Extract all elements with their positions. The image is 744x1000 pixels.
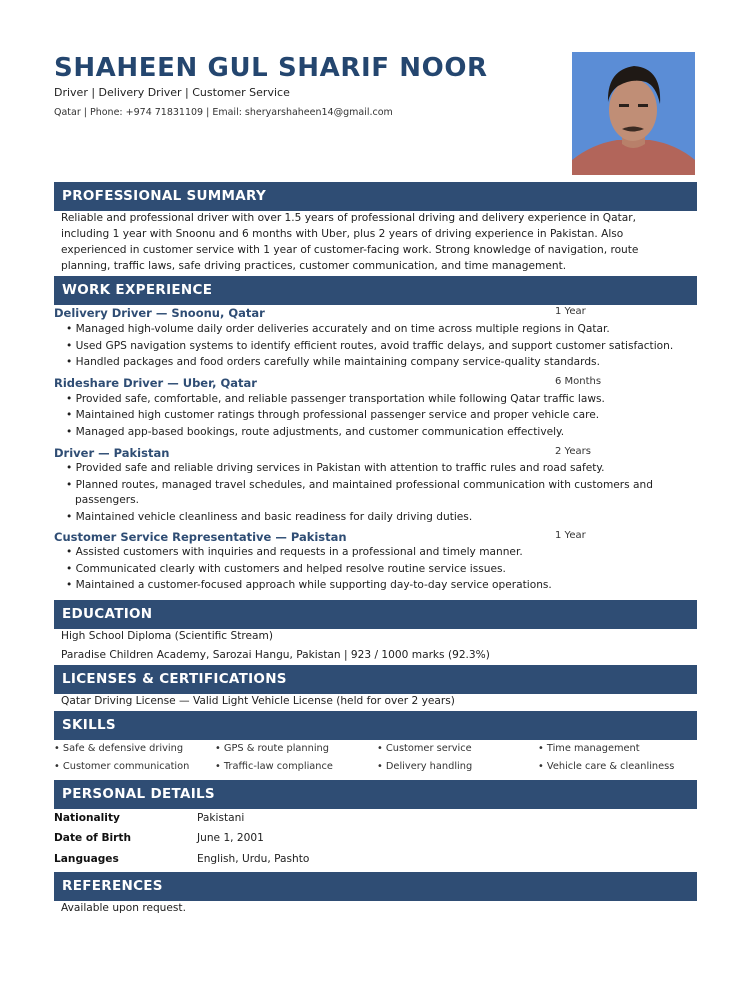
job-title: Rideshare Driver — Uber, Qatar: [54, 376, 257, 390]
job-bullet: • Assisted customers with inquiries and requests in a professional and timely manner.: [66, 546, 523, 558]
job-titles-line: Driver | Delivery Driver | Customer Service: [54, 86, 290, 99]
personal-label-languages: Languages: [54, 853, 119, 865]
skill-item: • Time management: [538, 743, 640, 754]
job-title: Delivery Driver — Snoonu, Qatar: [54, 306, 265, 320]
section-header-work-experience: WORK EXPERIENCE: [54, 276, 697, 305]
candidate-name: SHAHEEN GUL SHARIF NOOR: [54, 53, 488, 83]
job-bullet: • Planned routes, managed travel schedules, and maintained professional communication with customers and: [66, 479, 653, 491]
job-duration: 2 Years: [555, 446, 591, 457]
education-school: Paradise Children Academy, Sarozai Hangu, Pakistan | 923 / 1000 marks (92.3%): [61, 649, 490, 661]
job-bullet: • Maintained vehicle cleanliness and basic readiness for daily driving duties.: [66, 511, 473, 523]
education-degree: High School Diploma (Scientific Stream): [61, 630, 273, 642]
job-bullet-continuation: passengers.: [75, 494, 139, 506]
skill-item: • Traffic-law compliance: [215, 761, 333, 772]
skill-item: • Customer service: [377, 743, 472, 754]
references-text: Available upon request.: [61, 902, 186, 914]
section-header-education: EDUCATION: [54, 600, 697, 629]
summary-line: including 1 year with Snoonu and 6 months with Uber, plus 2 years of driving experience in Pakistan. Also: [61, 228, 624, 240]
job-bullet: • Provided safe and reliable driving services in Pakistan with attention to traffic rules and road safety.: [66, 462, 605, 474]
job-bullet: • Maintained high customer ratings through professional passenger service and proper vehicle care.: [66, 409, 600, 421]
section-header-personal-details: PERSONAL DETAILS: [54, 780, 697, 809]
job-bullet: • Provided safe, comfortable, and reliable passenger transportation while following Qatar traffic laws.: [66, 393, 605, 405]
skill-item: • Customer communication: [54, 761, 190, 772]
job-bullet: • Used GPS navigation systems to identify efficient routes, avoid traffic delays, and support customer satisfaction.: [66, 340, 674, 352]
personal-value-nationality: Pakistani: [197, 812, 245, 824]
skill-item: • Safe & defensive driving: [54, 743, 184, 754]
summary-line: Reliable and professional driver with over 1.5 years of professional driving and delivery experience in Qatar,: [61, 212, 636, 224]
job-title: Driver — Pakistan: [54, 446, 170, 460]
skill-item: • Vehicle care & cleanliness: [538, 761, 675, 772]
license-entry: Qatar Driving License — Valid Light Vehicle License (held for over 2 years): [61, 695, 455, 707]
job-title: Customer Service Representative — Pakistan: [54, 530, 347, 544]
job-duration: 1 Year: [555, 306, 586, 317]
job-duration: 6 Months: [555, 376, 602, 387]
personal-value-dob: June 1, 2001: [197, 832, 264, 844]
skill-item: • Delivery handling: [377, 761, 473, 772]
profile-photo: [572, 52, 695, 175]
section-header-skills: SKILLS: [54, 711, 697, 740]
summary-line: planning, traffic laws, safe driving practices, customer communication, and time management.: [61, 260, 567, 272]
personal-label-nationality: Nationality: [54, 812, 120, 824]
job-bullet: • Managed high-volume daily order deliveries accurately and on time across multiple regions in Qatar.: [66, 323, 610, 335]
section-header-professional-summary: PROFESSIONAL SUMMARY: [54, 182, 697, 211]
section-header-references: REFERENCES: [54, 872, 697, 901]
summary-line: experienced in customer service with 1 year of customer-facing work. Strong knowledge of navigation, route: [61, 244, 639, 256]
personal-label-dob: Date of Birth: [54, 832, 131, 844]
personal-value-languages: English, Urdu, Pashto: [197, 853, 310, 865]
job-bullet: • Communicated clearly with customers and helped resolve routine service issues.: [66, 563, 506, 575]
job-duration: 1 Year: [555, 530, 586, 541]
contact-line: Qatar | Phone: +974 71831109 | Email: sheryarshaheen14@gmail.com: [54, 107, 393, 118]
skill-item: • GPS & route planning: [215, 743, 329, 754]
job-bullet: • Managed app-based bookings, route adjustments, and customer communication effectively.: [66, 426, 565, 438]
job-bullet: • Maintained a customer-focused approach while supporting day-to-day service operations.: [66, 579, 552, 591]
job-bullet: • Handled packages and food orders carefully while maintaining company service-quality standards.: [66, 356, 600, 368]
section-header-licenses: LICENSES & CERTIFICATIONS: [54, 665, 697, 694]
